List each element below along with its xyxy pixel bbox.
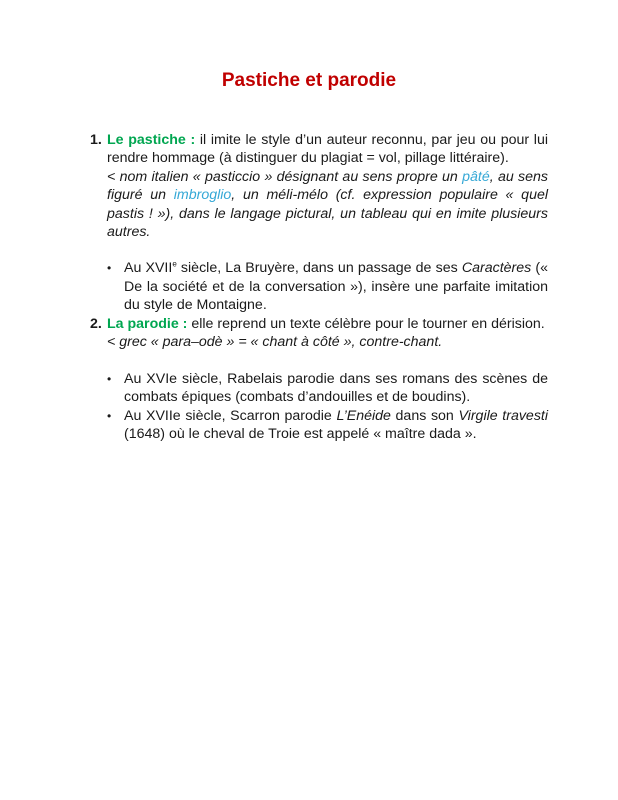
section-heading: Le pastiche : <box>107 132 196 148</box>
note-text: , un méli-mélo (cf. expression populaire « quel pastis ! »), dans le langage pictural, un tableau qui en imite plusieurs autres. <box>107 187 549 241</box>
section-number: 1. <box>90 132 102 148</box>
section-parodie <box>90 315 548 443</box>
example-item <box>107 407 548 444</box>
bullet-icon: • <box>107 371 112 386</box>
definition <box>107 131 548 168</box>
section-number: 2. <box>90 316 102 332</box>
example-item <box>107 259 548 314</box>
superscript: e <box>172 259 177 269</box>
work-title: Virgile travesti <box>458 407 549 424</box>
link-imbroglio[interactable]: imbroglio <box>173 187 232 204</box>
example-text: Au XVII <box>124 260 173 277</box>
page-title: Pastiche et parodie <box>221 70 397 91</box>
note-text: < nom italien « pasticcio » désignant au sens propre un <box>107 168 463 185</box>
section-content <box>107 315 548 443</box>
definition <box>107 315 548 333</box>
example-text: Au XVIIe siècle, Scarron parodie <box>124 407 337 424</box>
etymology-note <box>107 168 548 242</box>
section-heading: La parodie : <box>107 316 188 332</box>
example-list <box>107 259 548 314</box>
section-content <box>107 131 548 315</box>
example-text: dans son <box>390 407 459 424</box>
definition-text: il imite le style d’un auteur reconnu, par jeu ou pour lui rendre hommage (à distinguer du plagiat = vol, pillage littéraire). <box>107 132 548 167</box>
example-text: (« De la société et de la conversation »), insère une parfaite imitation du style de Montaigne. <box>124 260 549 314</box>
link-pate[interactable]: pâté <box>462 168 490 185</box>
bullet-icon: • <box>107 261 112 276</box>
bullet-icon: • <box>107 408 112 423</box>
definition-text: elle reprend un texte célèbre pour le tourner en dérision. <box>187 316 545 332</box>
example-text: siècle, La Bruyère, dans un passage de ses <box>176 260 462 277</box>
note-text: , au sens figuré un <box>107 168 548 204</box>
work-title: Caractères <box>461 260 532 277</box>
example-text: Au XVIe siècle, Rabelais parodie dans ses romans des scènes de combats épiques (combats d’andouilles et de boudins). <box>124 370 548 406</box>
work-title: L’Enéide <box>336 407 391 424</box>
section-pastiche <box>90 131 548 315</box>
example-item <box>107 370 548 407</box>
etymology-note: < grec « para–odè » = « chant à côté », contre-chant. <box>107 334 443 351</box>
example-text: (1648) où le cheval de Troie est appelé « maître dada ». <box>124 426 477 443</box>
example-list <box>107 370 548 444</box>
